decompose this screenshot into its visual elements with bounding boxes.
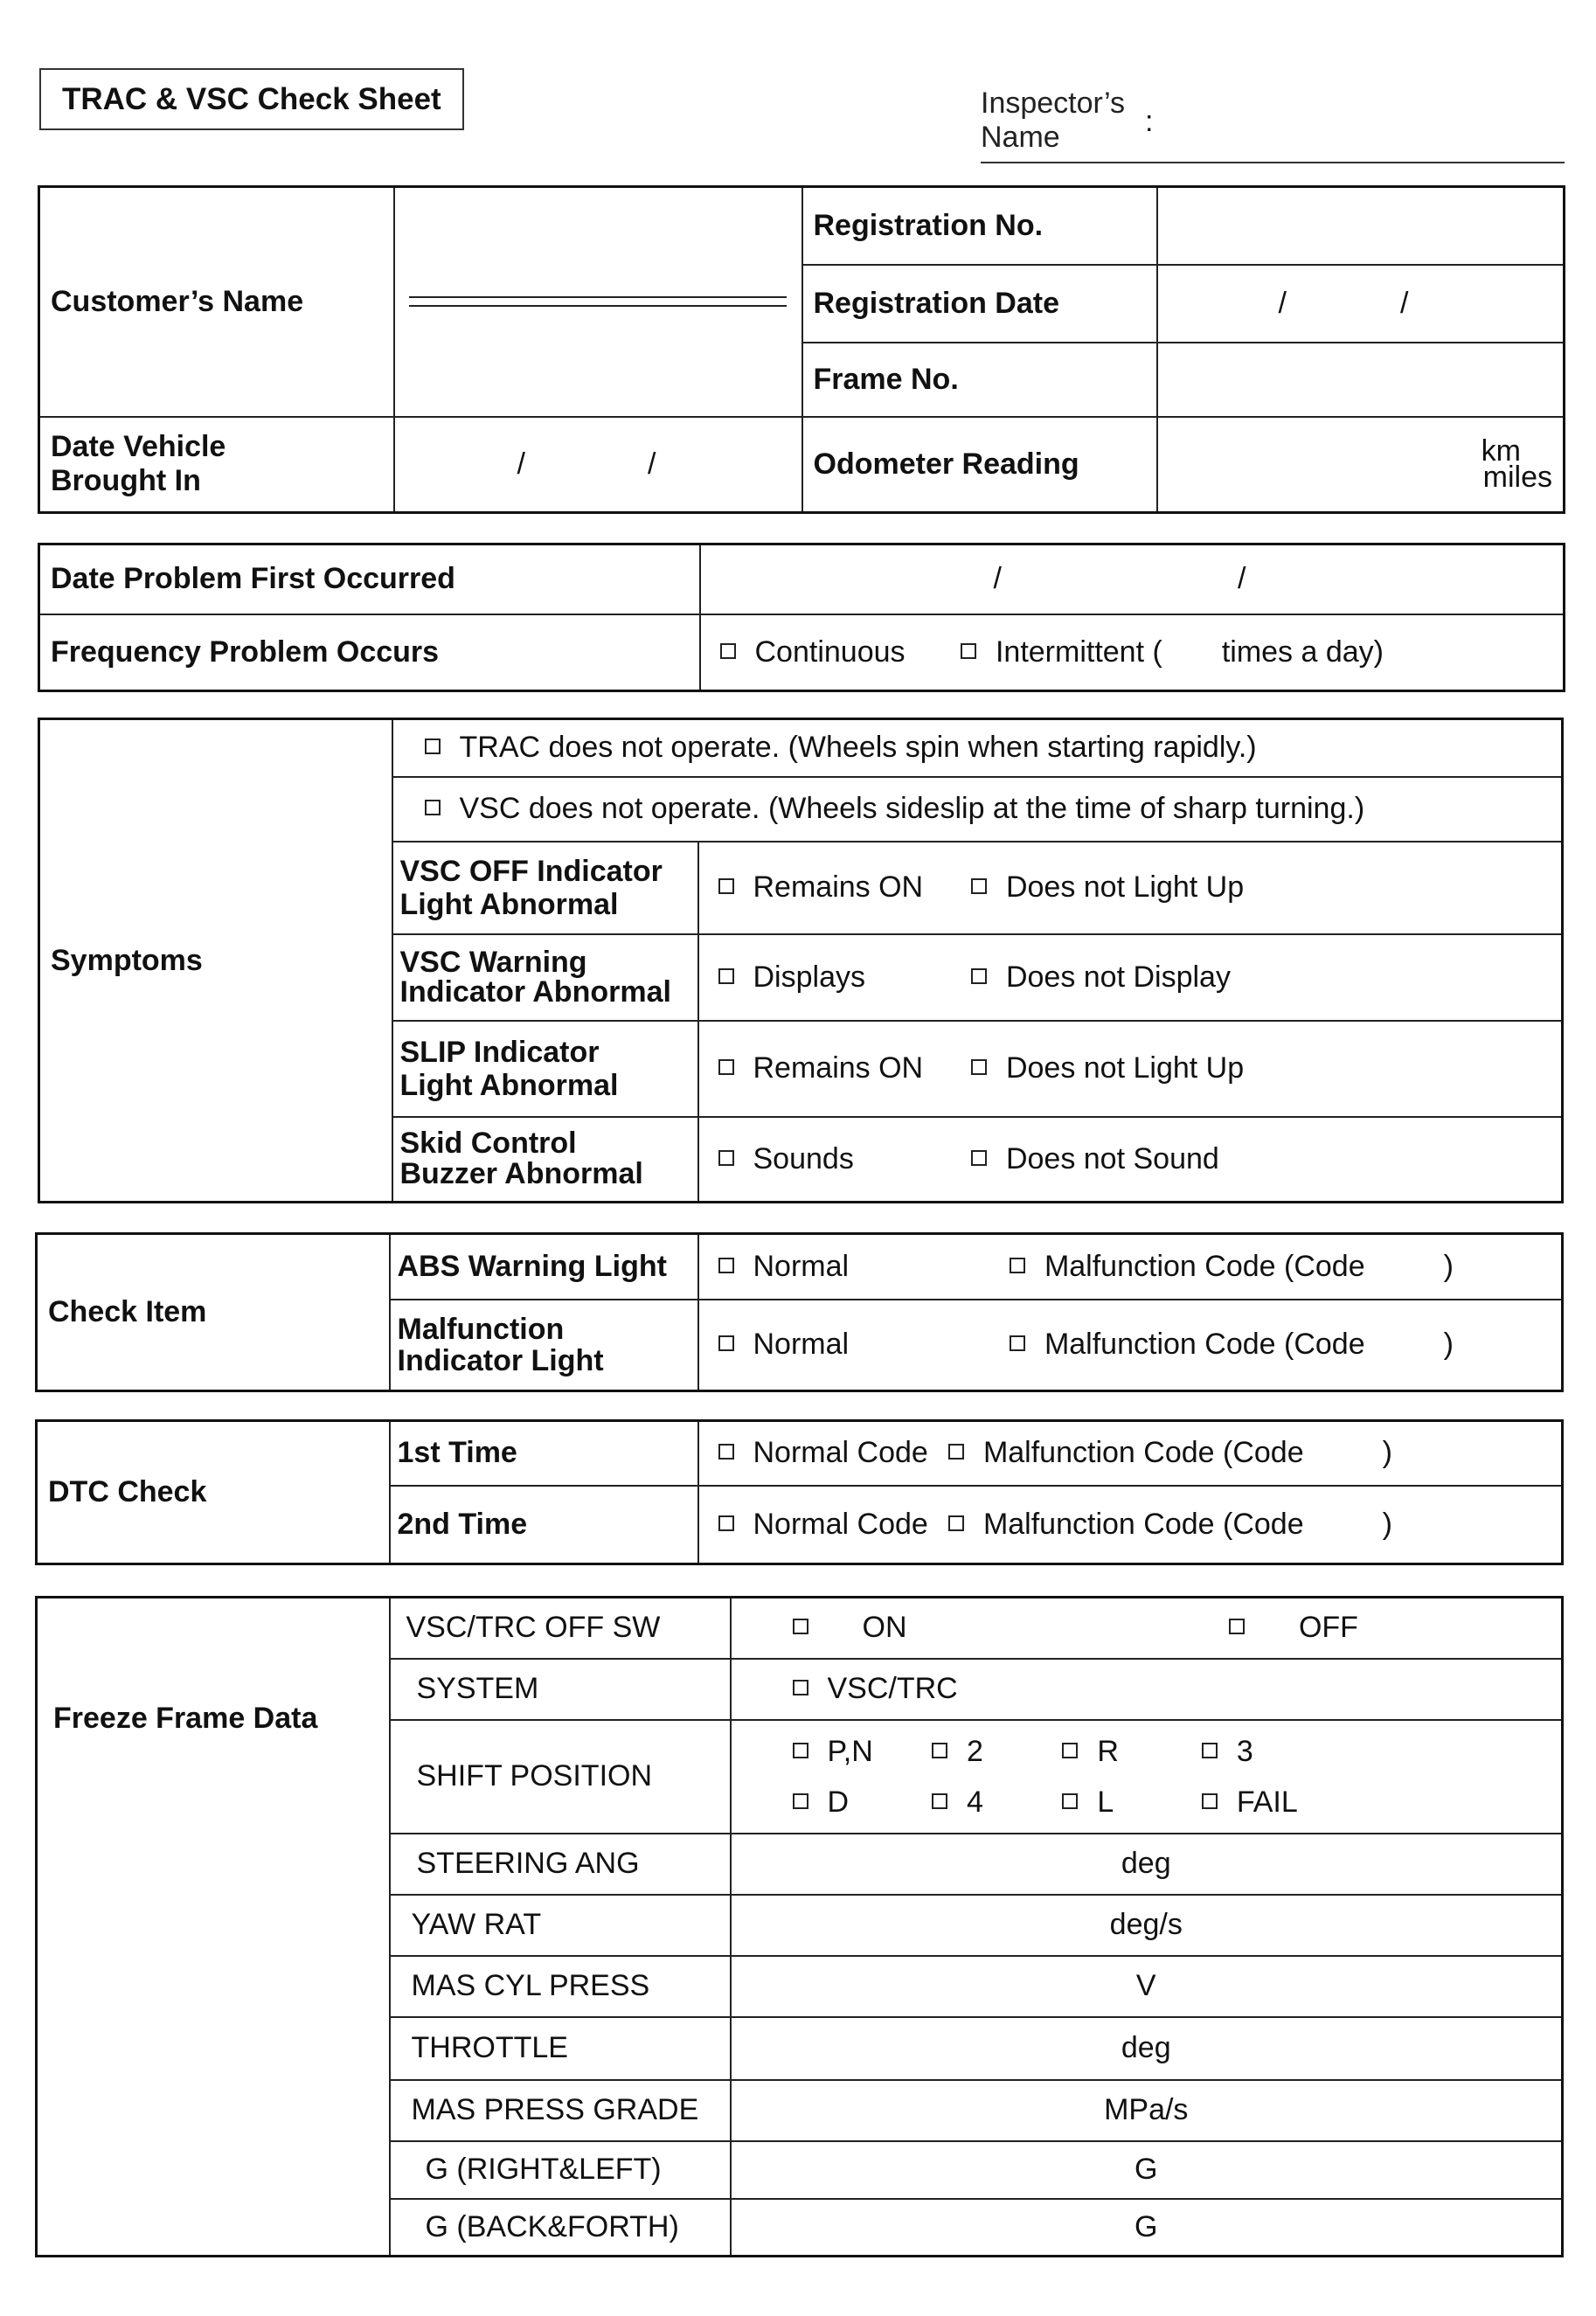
shift-opt: P,N: [827, 1734, 873, 1768]
freeze-row-unit[interactable]: deg/s: [731, 1895, 1563, 1956]
customers-name-label: Customer’s Name: [39, 187, 394, 417]
freeze-row-label: STEERING ANG: [390, 1834, 731, 1895]
dtc-first-label: 1st Time: [390, 1421, 698, 1486]
problem-table: [38, 543, 1565, 692]
date-problem-first-field[interactable]: [700, 544, 1565, 614]
checkbox[interactable]: [718, 1059, 734, 1075]
date-slash: /: [1237, 562, 1246, 596]
close-paren: ): [1382, 1436, 1392, 1470]
check-item-label: Check Item: [37, 1234, 390, 1391]
freeze-row-unit[interactable]: G: [731, 2141, 1563, 2199]
times-a-day: times a day): [1221, 634, 1384, 669]
mil-label-line2: Indicator Light: [397, 1343, 604, 1377]
freeze-frame-table: [35, 1596, 1564, 2257]
checkbox[interactable]: [971, 878, 987, 894]
malfunction-option: Malfunction Code (Code: [1044, 1328, 1365, 1362]
checkbox[interactable]: [1062, 1793, 1078, 1809]
freeze-row-unit[interactable]: deg: [731, 1834, 1563, 1895]
frame-no-label: Frame No.: [802, 343, 1157, 417]
freeze-row-unit[interactable]: V: [731, 1956, 1563, 2017]
dtc-first-options: [698, 1421, 1563, 1486]
freeze-row-label: THROTTLE: [390, 2017, 731, 2080]
option-a: Sounds: [753, 1141, 854, 1175]
checkbox[interactable]: [1010, 1335, 1025, 1351]
malfunction-option: Malfunction Code (Code: [982, 1507, 1304, 1541]
date-vehicle-line2: Brought In: [51, 464, 201, 498]
registration-no-label: Registration No.: [802, 187, 1157, 265]
inspector-label-line2: Name: [981, 121, 1060, 154]
symptom-row-options: [698, 842, 1563, 934]
frequency-options: [700, 614, 1565, 691]
shift-opt: 4: [966, 1785, 983, 1819]
frequency-label: Frequency Problem Occurs: [39, 614, 700, 691]
system-label: SYSTEM: [390, 1659, 731, 1720]
registration-date-field[interactable]: [1157, 265, 1565, 343]
date-slash: /: [1399, 286, 1409, 320]
normal-option: Normal: [753, 1249, 850, 1283]
checkbox[interactable]: [932, 1743, 947, 1758]
option-a: Remains ON: [753, 870, 924, 904]
symptom-row-label-line2: Light Abnormal: [399, 887, 619, 921]
date-slash: /: [993, 562, 1002, 596]
close-paren: ): [1382, 1507, 1392, 1541]
intermittent-option: Intermittent (: [995, 634, 1162, 669]
shift-opt: R: [1097, 1734, 1119, 1768]
freeze-row-unit[interactable]: deg: [731, 2017, 1563, 2080]
checkbox[interactable]: [718, 1150, 734, 1166]
freeze-row-label: MAS CYL PRESS: [390, 1956, 731, 2017]
vsc-symptom: [392, 777, 1563, 842]
checkbox[interactable]: [718, 1258, 734, 1273]
shift-opt: 3: [1236, 1734, 1253, 1768]
registration-no-field[interactable]: [1157, 187, 1565, 265]
date-slash: /: [647, 447, 656, 481]
frame-no-field[interactable]: [1157, 343, 1565, 417]
trac-symptom: [392, 719, 1563, 777]
option-b: Does not Display: [1005, 960, 1231, 994]
shift-opt: D: [827, 1785, 850, 1819]
continuous-option: Continuous: [754, 634, 906, 669]
check-item-table: [35, 1232, 1564, 1392]
on-option: ON: [862, 1611, 907, 1645]
normal-code-option: Normal Code: [753, 1436, 928, 1470]
abs-options: [698, 1234, 1563, 1300]
checkbox[interactable]: [961, 643, 976, 659]
symptom-row-label: [392, 842, 698, 934]
dtc-check-label: DTC Check: [37, 1421, 390, 1564]
symptom-row-options: [698, 1021, 1563, 1117]
symptoms-table: [38, 718, 1564, 1203]
checkbox[interactable]: [793, 1793, 808, 1809]
normal-option: Normal: [753, 1328, 850, 1362]
shift-opt: L: [1097, 1785, 1114, 1819]
registration-date-label: Registration Date: [802, 265, 1157, 343]
freeze-row-unit[interactable]: MPa/s: [731, 2080, 1563, 2141]
date-vehicle-line1: Date Vehicle: [51, 430, 226, 464]
freeze-row-label: MAS PRESS GRADE: [390, 2080, 731, 2141]
inspector-colon: :: [1145, 105, 1154, 138]
shift-opt: FAIL: [1236, 1785, 1298, 1819]
option-a: Displays: [753, 960, 865, 994]
checkbox[interactable]: [1062, 1743, 1078, 1758]
date-slash: /: [517, 447, 525, 481]
date-slash: /: [1278, 286, 1287, 320]
abs-warning-light-label: ABS Warning Light: [390, 1234, 698, 1300]
shift-opt: 2: [966, 1734, 983, 1768]
checkbox[interactable]: [718, 968, 734, 984]
checkbox[interactable]: [793, 1743, 808, 1758]
symptom-row-options: [698, 934, 1563, 1021]
symptom-row-label-line1: SLIP Indicator: [399, 1035, 600, 1069]
freeze-row-label: G (RIGHT&LEFT): [390, 2141, 731, 2199]
vsc-trc-option: VSC/TRC: [827, 1672, 958, 1705]
checkbox[interactable]: [1202, 1793, 1218, 1809]
vsc-sw-options: [731, 1598, 1563, 1659]
symptoms-label: Symptoms: [39, 719, 392, 1203]
off-option: OFF: [1298, 1611, 1358, 1645]
malfunction-option: Malfunction Code (Code: [1044, 1249, 1365, 1283]
dtc-table: [35, 1419, 1564, 1565]
sheet-title: TRAC & VSC Check Sheet: [39, 68, 464, 130]
mil-label: [390, 1300, 698, 1391]
customers-name-field[interactable]: [394, 187, 802, 417]
shift-options: [731, 1720, 1563, 1834]
shift-position-label: SHIFT POSITION: [390, 1720, 731, 1834]
option-b: Does not Sound: [1005, 1141, 1219, 1175]
checkbox[interactable]: [932, 1793, 947, 1809]
checkbox[interactable]: [948, 1444, 964, 1460]
km-unit: km: [1481, 434, 1521, 468]
symptom-row-label-line2: Indicator Abnormal: [399, 975, 671, 1009]
checkbox[interactable]: [1010, 1258, 1025, 1273]
inspector-label-line1: Inspector’s: [981, 87, 1126, 120]
checkbox[interactable]: [793, 1619, 808, 1634]
symptom-row-label-line1: Skid Control: [399, 1127, 577, 1161]
normal-code-option: Normal Code: [753, 1507, 928, 1541]
odometer-label: Odometer Reading: [802, 417, 1157, 513]
checkbox[interactable]: [718, 1335, 734, 1351]
malfunction-option: Malfunction Code (Code: [982, 1436, 1304, 1470]
customer-table: [38, 185, 1565, 514]
symptom-row-label: [392, 1117, 698, 1203]
freeze-row-label: G (BACK&FORTH): [390, 2199, 731, 2257]
symptom-row-label-line2: Buzzer Abnormal: [399, 1157, 643, 1191]
checkbox[interactable]: [718, 878, 734, 894]
option-b: Does not Light Up: [1005, 1051, 1245, 1085]
freeze-row-label: YAW RAT: [390, 1895, 731, 1956]
checkbox[interactable]: [425, 738, 441, 754]
symptom-row-label: [392, 934, 698, 1021]
mil-options: [698, 1300, 1563, 1391]
checkbox[interactable]: [971, 1059, 987, 1075]
symptom-row-label-line1: VSC OFF Indicator: [399, 854, 663, 888]
date-vehicle-brought-in-label: [39, 417, 394, 513]
checkbox[interactable]: [425, 800, 441, 815]
dtc-second-options: [698, 1486, 1563, 1564]
option-b: Does not Light Up: [1005, 870, 1245, 904]
option-a: Remains ON: [753, 1051, 924, 1085]
inspector-name-field[interactable]: [981, 162, 1565, 163]
symptom-row-label-line2: Light Abnormal: [399, 1068, 619, 1102]
symptom-row-options: [698, 1117, 1563, 1203]
freeze-row-unit[interactable]: G: [731, 2199, 1563, 2257]
mil-label-line1: Malfunction: [397, 1312, 565, 1346]
date-vehicle-field[interactable]: [394, 417, 802, 513]
date-problem-first-label: Date Problem First Occurred: [39, 544, 700, 614]
vsc-symptom-text: VSC does not operate. (Wheels sideslip at the time of sharp turning.): [459, 792, 1365, 825]
freeze-frame-label: Freeze Frame Data: [37, 1598, 390, 2257]
miles-unit: miles: [1482, 461, 1552, 495]
checkbox[interactable]: [718, 1444, 734, 1460]
trac-symptom-text: TRAC does not operate. (Wheels spin when starting rapidly.): [459, 731, 1257, 765]
checkbox[interactable]: [1202, 1743, 1218, 1758]
vsc-sw-label: VSC/TRC OFF SW: [390, 1598, 731, 1659]
checkbox[interactable]: [720, 643, 736, 659]
odometer-field[interactable]: [1157, 417, 1565, 513]
checkbox[interactable]: [971, 968, 987, 984]
close-paren: ): [1443, 1328, 1454, 1362]
symptom-row-label-line1: VSC Warning: [399, 946, 587, 979]
symptom-row-label: [392, 1021, 698, 1117]
double-line: [409, 296, 787, 307]
checkbox[interactable]: [718, 1515, 734, 1531]
checkbox[interactable]: [971, 1150, 987, 1166]
close-paren: ): [1443, 1249, 1454, 1283]
dtc-second-label: 2nd Time: [390, 1486, 698, 1564]
checkbox[interactable]: [793, 1680, 808, 1695]
system-options: [731, 1659, 1563, 1720]
checkbox[interactable]: [948, 1515, 964, 1531]
inspector-name-label: [981, 87, 1125, 155]
checkbox[interactable]: [1229, 1619, 1245, 1634]
